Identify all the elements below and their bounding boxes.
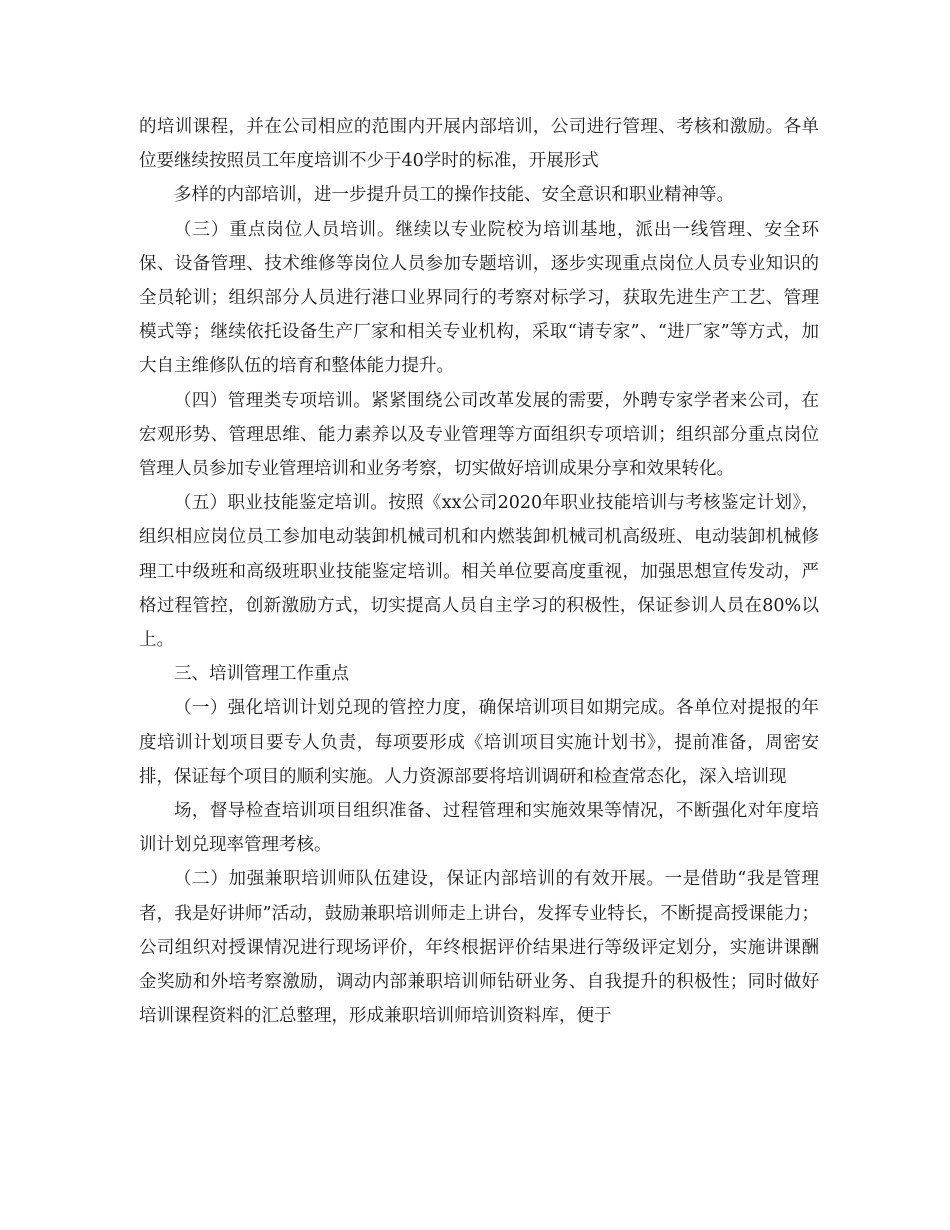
paragraph-8: （二）加强兼职培训师队伍建设，保证内部培训的有效开展。一是借助“我是管理者，我是好讲师”活动，鼓励兼职培训师走上讲台，发挥专业特长，不断提高授课能力；公司组织对授课情况进行现场评价，年终根据评价结果进行等级评定划分，实施讲课酬金奖励和外培考察激励，调动内部兼职培训师钻研业务、自我提升的积极性；同时做好培训课程资料的汇总整理，形成兼职培训师培训资料库，便于 xyxy=(139,869,819,1027)
section-heading: 三、培训管理工作重点 xyxy=(174,664,349,685)
paragraph-1: 的培训课程，并在公司相应的范围内开展内部培训，公司进行管理、考核和激励。各单位要继续按照员工年度培训不少于40学时的标准，开展形式 xyxy=(139,117,819,172)
document-body xyxy=(139,110,819,1033)
paragraph-4: （四）管理类专项培训。紧紧围绕公司改革发展的需要，外聘专家学者来公司，在宏观形势、管理思维、能力素养以及专业管理等方面组织专项培训；组织部分重点岗位管理人员参加专业管理培训和业务考察，切实做好培训成果分享和效果转化。 xyxy=(139,390,819,480)
paragraph-6: （一）强化培训计划兑现的管控力度，确保培训项目如期完成。各单位对提报的年度培训计划项目要专人负责，每项要形成《培训项目实施计划书》，提前准备，周密安排，保证每个项目的顺利实施。人力资源部要将培训调研和检查常态化，深入培训现 xyxy=(139,698,819,787)
paragraph-7: 场，督导检查培训项目组织准备、过程管理和实施效果等情况，不断强化对年度培训计划兑现率管理考核。 xyxy=(139,801,819,856)
paragraph-5: （五）职业技能鉴定培训。按照《xx公司2020年职业技能培训与考核鉴定计划》，组织相应岗位员工参加电动装卸机械司机和内燃装卸机械司机高级班、电动装卸机械修理工中级班和高级班职业技能鉴定培训。相关单位要高度重视，加强思想宣传发动，严格过程管控，创新激励方式，切实提高人员自主学习的积极性，保证参训人员在80%以上。 xyxy=(139,493,819,651)
paragraph-2: 多样的内部培训，进一步提升员工的操作技能、安全意识和职业精神等。 xyxy=(174,185,734,206)
paragraph-3: （三）重点岗位人员培训。继续以专业院校为培训基地，派出一线管理、安全环保、设备管理、技术维修等岗位人员参加专题培训，逐步实现重点岗位人员专业知识的全员轮训；组织部分人员进行港口业界同行的考察对标学习，获取先进生产工艺、管理模式等；继续依托设备生产厂家和相关专业机构，采取“请专家”、“进厂家”等方式，加大自主维修队伍的培育和整体能力提升。 xyxy=(139,219,819,377)
